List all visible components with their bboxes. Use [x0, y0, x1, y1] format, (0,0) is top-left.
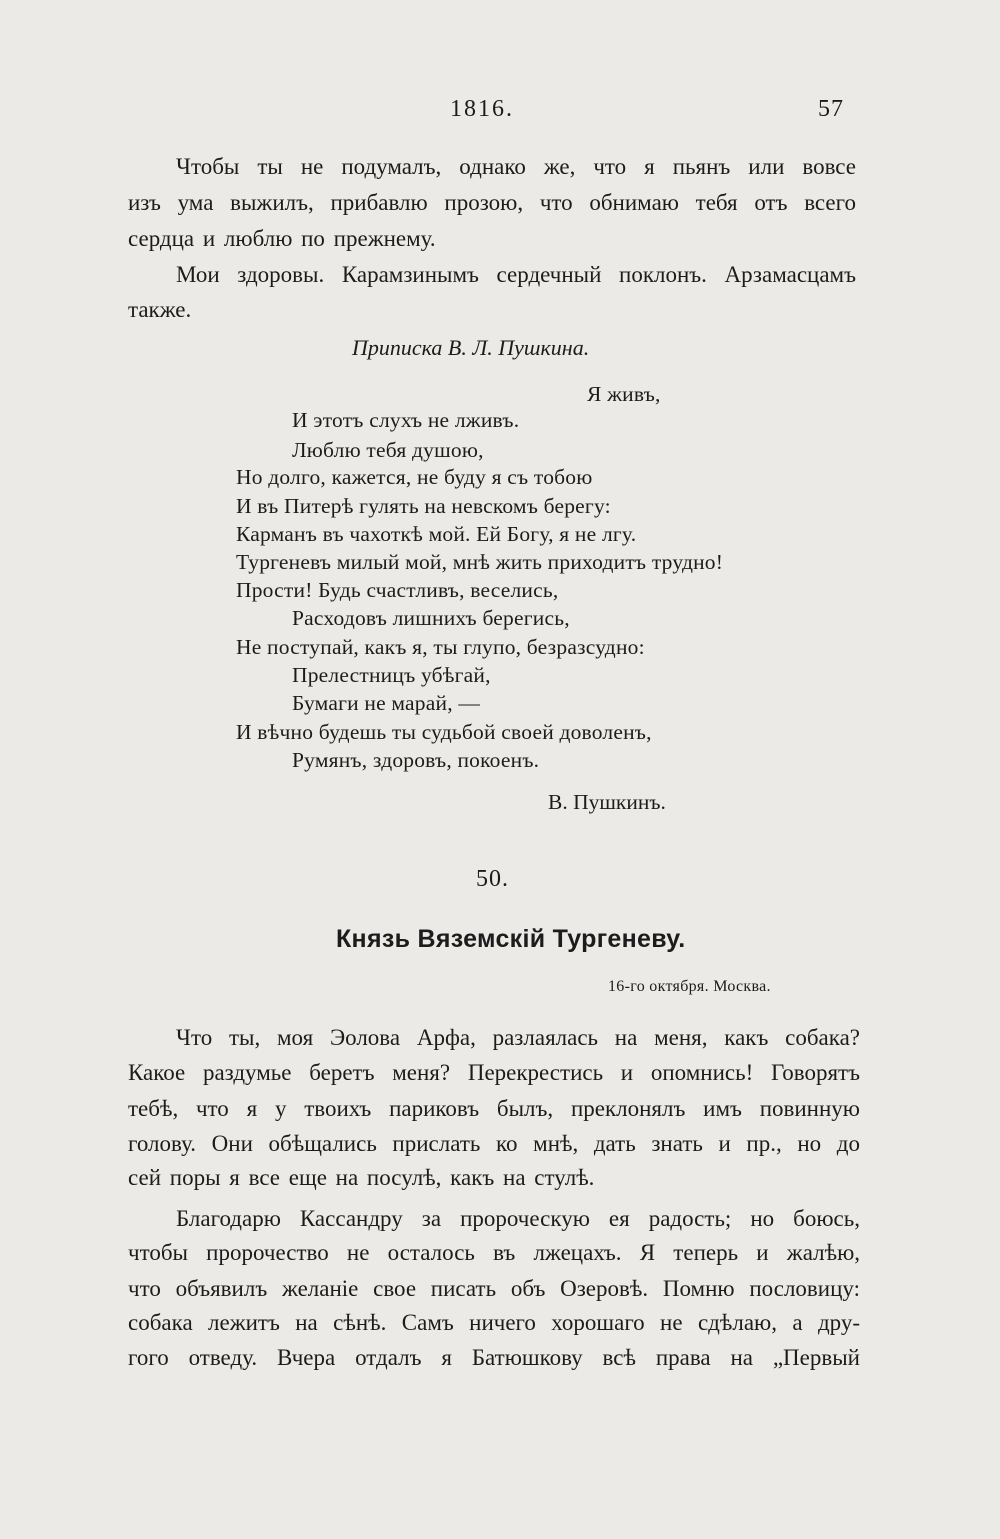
letter-title: Князь Вяземскій Тургеневу. [336, 925, 686, 953]
prose-line [176, 262, 856, 288]
letter-text: тебѣ, что я у твоихъ париковъ былъ, преклонялъ имъ повинную [128, 1096, 860, 1121]
poem-line: Прелестницъ убѣгай, [292, 663, 491, 687]
poem-line: Тургеневъ милый мой, мнѣ жить приходитъ трудно! [236, 550, 724, 574]
poem-line: Расходовъ лишнихъ берегись, [292, 606, 570, 630]
page-number: 57 [818, 96, 844, 122]
prose-line: также. [128, 297, 192, 322]
prose-text: Чтобы ты не подумалъ, однако же, что я пьянъ или вовсе [176, 154, 856, 179]
letter-line [128, 1345, 860, 1371]
poem-line: И этотъ слухъ не лживъ. [292, 408, 520, 432]
poem-line: И въ Питерѣ гулять на невскомъ берегу: [236, 494, 611, 518]
poem-line: Румянъ, здоровъ, покоенъ. [292, 748, 540, 772]
prose-line: сердца и люблю по прежнему. [128, 226, 436, 251]
letter-text: голову. Они обѣщались прислать ко мнѣ, дать знать и пр., но до [128, 1131, 860, 1156]
postscript-heading: Приписка В. Л. Пушкина. [352, 335, 590, 360]
letter-number: 50. [476, 866, 509, 892]
letter-dateline: 16-го октября. Москва. [608, 978, 771, 995]
poem-line: Бумаги не марай, — [292, 691, 481, 715]
letter-line [128, 1276, 860, 1302]
letter-text: чтобы пророчество не осталось въ лжецахъ. Я теперь и жалѣю, [128, 1240, 860, 1265]
letter-text: Какое раздумье беретъ меня? Перекрестись и опомнись! Говорятъ [128, 1060, 860, 1085]
letter-line [128, 1096, 860, 1122]
prose-text: Мои здоровы. Карамзинымъ сердечный поклонъ. Арзамасцамъ [176, 262, 856, 287]
letter-line [128, 1240, 860, 1266]
prose-line [128, 190, 856, 216]
letter-line [128, 1310, 860, 1336]
poem-line: Прости! Будь счастливъ, веселись, [236, 578, 559, 602]
poem-line: Не поступай, какъ я, ты глупо, безразсудно: [236, 635, 645, 659]
letter-line [176, 1025, 860, 1051]
poem-line: Но долго, кажется, не буду я съ тобою [236, 465, 593, 489]
poem-line: И вѣчно будешь ты судьбой своей доволенъ, [236, 720, 652, 744]
poem-line: Карманъ въ чахоткѣ мой. Ей Богу, я не лгу. [236, 522, 637, 546]
poem-line: Люблю тебя душою, [292, 438, 484, 462]
prose-text: изъ ума выжилъ, прибавлю прозою, что обнимаю тебя отъ всего [128, 190, 856, 215]
poem-line: Я живъ, [587, 382, 661, 406]
letter-text: что объявилъ желаніе свое писать объ Озеровѣ. Помню пословицу: [128, 1276, 860, 1301]
signature: В. Пушкинъ. [548, 790, 666, 814]
letter-text: гого отведу. Вчера отдалъ я Батюшкову всѣ права на „Первый [128, 1345, 860, 1370]
letter-text: Благодарю Кассандру за пророческую ея радость; но боюсь, [176, 1206, 860, 1231]
letter-text: собака лежитъ на сѣнѣ. Самъ ничего хорошаго не сдѣлаю, а дру- [128, 1310, 860, 1335]
letter-line: сей поры я все еще на посулѣ, какъ на стулѣ. [128, 1165, 595, 1190]
letter-text: Что ты, моя Эолова Арфа, разлаялась на меня, какъ собака? [176, 1025, 860, 1050]
letter-line [128, 1060, 860, 1086]
running-head-year: 1816. [450, 96, 514, 122]
prose-line [176, 154, 856, 180]
letter-line [128, 1131, 860, 1157]
letter-line [176, 1206, 860, 1232]
